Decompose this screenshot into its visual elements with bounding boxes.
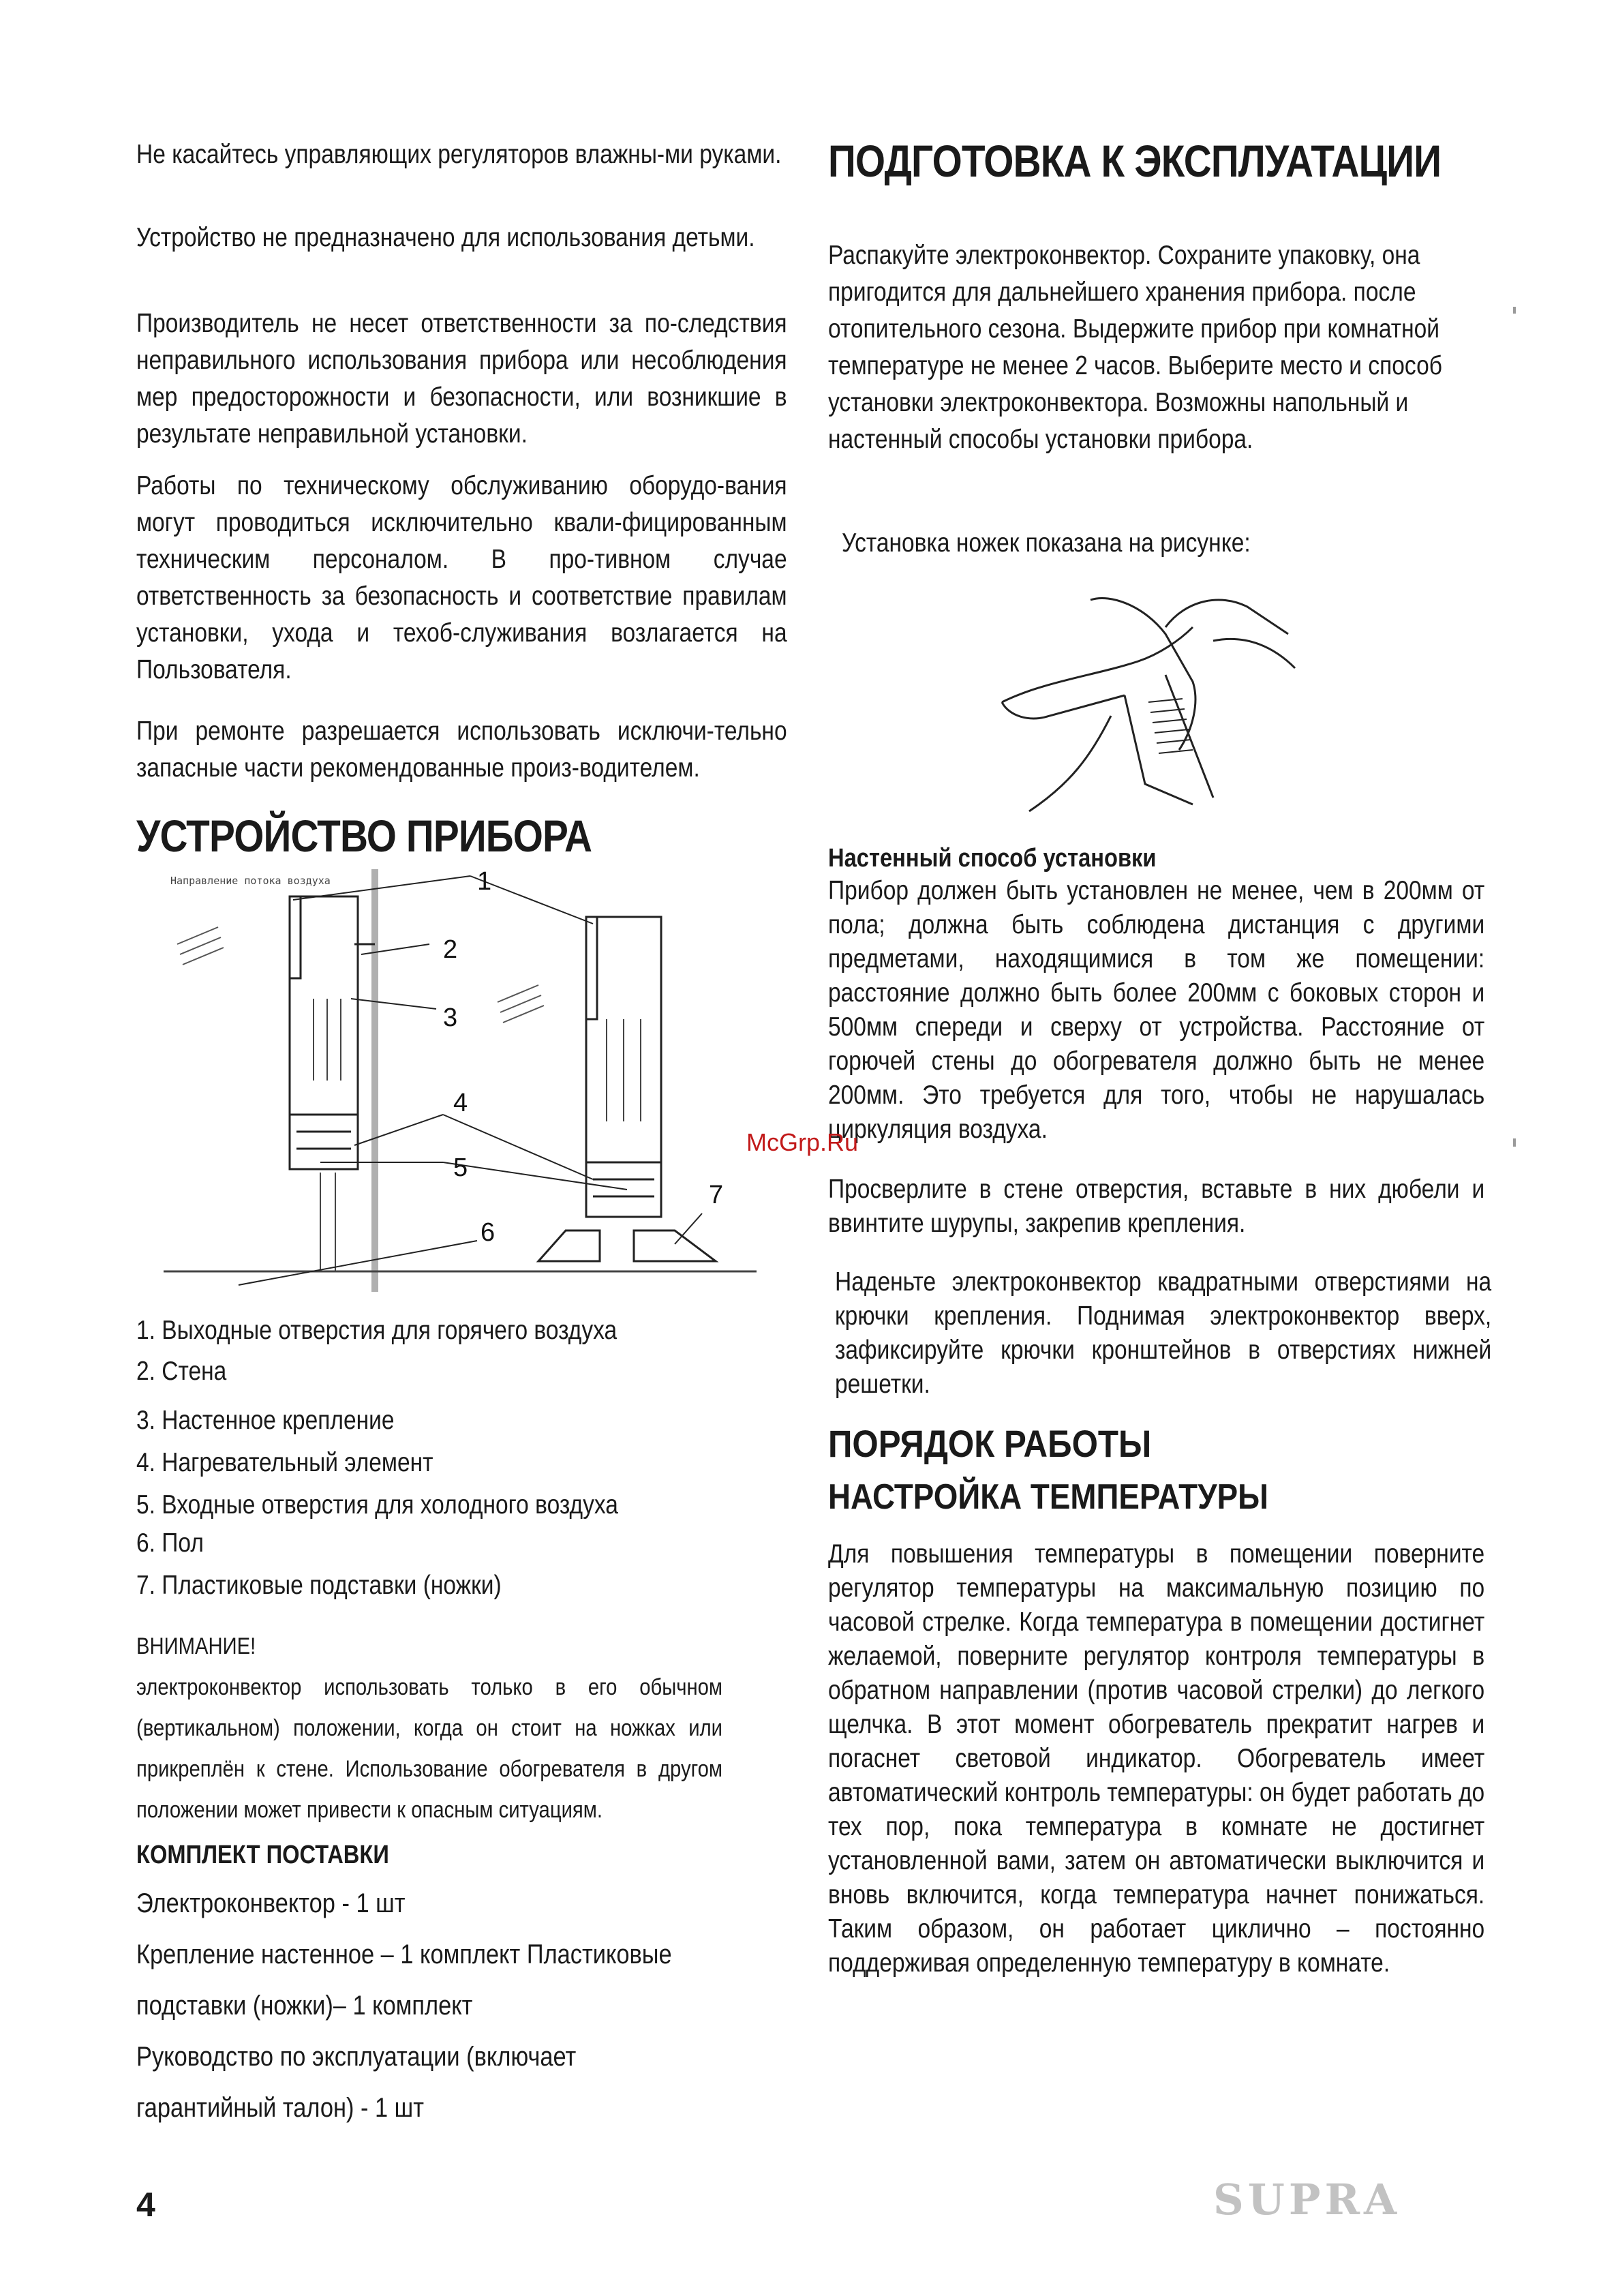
legend-item: 3. Настенное крепление [136,1406,395,1435]
legend-item: 7. Пластиковые подставки (ножки) [136,1571,502,1600]
callout-6: 6 [481,1218,496,1247]
legend-item: 1. Выходные отверстия для горячего воздуха [136,1316,618,1345]
safety-paragraph-5: При ремонте разрешается использовать исключи-тельно запасные части рекомендованные произ-водителем. [136,716,787,783]
prep-paragraph: Распакуйте электроконвектор. Сохраните упаковку, она пригодится для дальнейшего хранения прибора. после отопительного сезона. Выдержите прибор при комнатной температуре не менее 2 часов. Выберите место и способ установки электроконвектора. Возможны напольный и настенный способы установки прибора. [828,241,1442,454]
kit-line: Электроконвектор - 1 шт [136,1888,406,1918]
watermark: McGrp.Ru [746,1128,859,1156]
brand-logo: SUPRA [1213,2175,1401,2224]
safety-paragraph-4: Работы по техническому обслуживанию оборудо-вания могут проводиться исключительно квали-фицированным техническим персоналом. В про-тивном случае ответственность за безопасность и соответствие правилам установки, ухода и техоб-служивания возлагается на Пользователя. [136,471,787,684]
kit-title: КОМПЛЕКТ ПОСТАВКИ [136,1841,389,1869]
wall-paragraph-1: Прибор должен быть установлен не менее, чем в 200мм от пола; должна быть соблюдена дистанция с другими предметами, находящимися в том же помещении: расстояние должно быть более 200мм с боковых сторон и 500мм спереди и сверху от устройства. Расстояние от горючей стены до обогревателя должно быть не менее 200мм. Это требуется для того, чтобы не нарушалась циркуляция воздуха. [828,876,1485,1144]
legend-item: 6. Пол [136,1528,204,1558]
floor-heater [538,917,716,1261]
safety-paragraph-1: Не касайтесь управляющих регуляторов влажны-ми руками. [136,140,782,169]
wall-title: Настенный способ установки [828,844,1157,873]
legend-item: 5. Входные отверстия для холодного воздуха [136,1490,618,1520]
kit-line: подставки (ножки)– 1 комплект [136,1991,473,2021]
callout-1: 1 [477,867,492,896]
callout-5: 5 [453,1153,468,1182]
airflow-note: Направление потока воздуха [170,875,331,887]
legend-item: 2. Стена [136,1357,227,1386]
callout-3: 3 [443,1003,458,1032]
legs-illustration [988,579,1302,832]
legs-caption: Установка ножек показана на рисунке: [842,528,1251,558]
wall-paragraph-3: Наденьте электроконвектор квадратными отверстиями на крючки крепления. Поднимая электроконвектор вверх, зафиксируйте крючки кронштейнов в отверстиях нижней решетки. [835,1267,1492,1399]
device-diagram [157,862,770,1299]
device-title: УСТРОЙСТВО ПРИБОРА [136,811,592,861]
safety-paragraph-3: Производитель не несет ответственности за по-следствия неправильного использования прибора или несоблюдения мер предосторожности и безопасности, или возникшие в результате неправильной установки. [136,309,787,449]
warning-title: ВНИМАНИЕ! [136,1633,256,1659]
kit-line: Крепление настенное – 1 комплект Пластиковые [136,1939,672,1969]
edge-mark [1513,307,1516,314]
kit-line: Руководство по эксплуатации (включает [136,2042,577,2072]
operation-text: Для повышения температуры в помещении поверните регулятор температуры на максимальную позицию по часовой стрелке. Когда температура в помещении достигнет желаемой, поверните регулятор контроля температуры в обратном направлении (против часовой стрелки) до легкого щелчка. В этот момент обогреватель прекратит нагрев и погаснет световой индикатор. Обогреватель имеет автоматический контроль температуры: он будет работать до тех пор, пока температура в комнате не достигнет установленной вами, затем он автоматически выключится и вновь включится, когда температура начнет понижаться. Таким образом, он работает циклично – постоянно поддерживая определенную температуру в комнате. [828,1539,1485,1978]
safety-paragraph-2: Устройство не предназначено для использования детьми. [136,223,755,252]
wall-heater [290,896,375,1169]
kit-line: гарантийный талон) - 1 шт [136,2093,425,2123]
prep-title: ПОДГОТОВКА К ЭКСПЛУАТАЦИИ [828,136,1442,186]
legend-item: 4. Нагревательный элемент [136,1448,433,1477]
callout-7: 7 [709,1181,724,1209]
edge-mark [1513,1138,1516,1147]
wall-paragraph-2: Просверлите в стене отверстия, вставьте в них дюбели и ввинтите шурупы, закрепив крепления. [828,1175,1485,1238]
callout-2: 2 [443,935,458,964]
operation-subtitle: НАСТРОЙКА ТЕМПЕРАТУРЫ [828,1477,1268,1517]
page-number: 4 [136,2186,155,2224]
warning-text: электроконвектор использовать только в его обычном (вертикальном) положении, когда он стоит на ножках или прикреплён к стене. Использование обогревателя в другом положении может привести к опасным ситуациям. [136,1674,722,1823]
callout-4: 4 [453,1089,468,1117]
operation-title: ПОРЯДОК РАБОТЫ [828,1422,1152,1465]
